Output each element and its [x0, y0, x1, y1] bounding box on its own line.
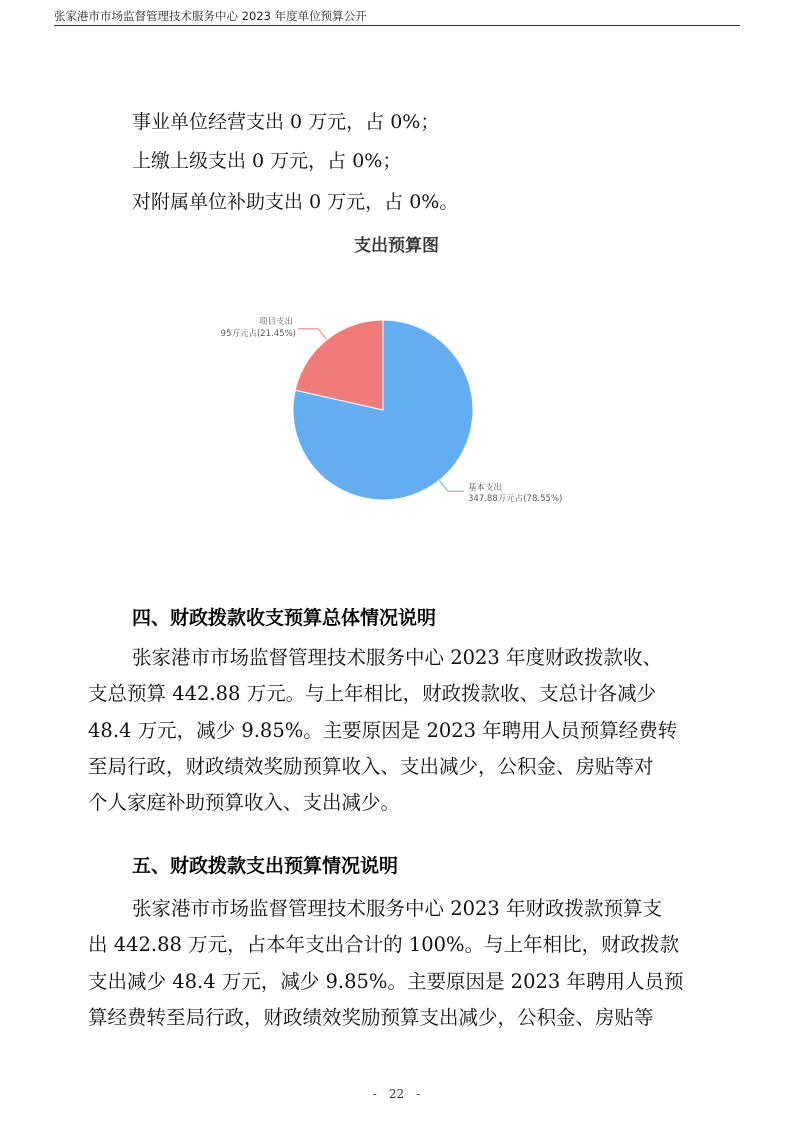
pie-chart	[180, 300, 620, 520]
page-number: - 22 -	[372, 1087, 421, 1101]
section-4-line: 至局行政，财政绩效奖励预算收入、支出减少，公积金、房贴等对	[88, 754, 654, 778]
section-5-heading: 五、财政拨款支出预算情况说明	[132, 855, 399, 877]
section-5-line: 出 442.88 万元，占本年支出合计的 100%。与上年相比，财政拨款	[88, 933, 680, 957]
section-5-line: 张家港市市场监督管理技术服务中心 2023 年财政拨款预算支	[132, 897, 663, 920]
leader-line-basic	[439, 480, 464, 491]
body-line-operating-expense: 事业单位经营支出 0 万元，占 0%；	[132, 111, 440, 133]
chart-title: 支出预算图	[354, 236, 439, 256]
section-4-paragraph	[88, 640, 710, 821]
section-4-line: 张家港市市场监督管理技术服务中心 2023 年度财政拨款收、	[132, 646, 663, 669]
section-5-line: 支出减少 48.4 万元，减少 9.85%。主要原因是 2023 年聘用人员预	[88, 969, 684, 993]
section-4-line: 个人家庭补助预算收入、支出减少。	[88, 791, 401, 815]
section-5-line: 算经费转至局行政，财政绩效奖励预算支出减少，公积金、房贴等	[88, 1005, 654, 1029]
pie-label-basic-name: 基本支出	[468, 483, 503, 493]
page-header: 张家港市市场监督管理技术服务中心 2023 年度单位预算公开	[54, 9, 367, 23]
pie-label-basic-value: 347.88万元占(78.55%)	[468, 494, 563, 504]
section-5-paragraph	[88, 891, 710, 1036]
section-4-heading: 四、财政拨款收支预算总体情况说明	[132, 607, 437, 629]
body-line-remit-superior: 上缴上级支出 0 万元，占 0%；	[132, 150, 402, 172]
leader-line-project	[298, 329, 327, 340]
page-number-value: 22	[388, 1087, 405, 1101]
pie-label-project-value: 95万元占(21.45%)	[220, 329, 296, 339]
pie-label-project-name: 项目支出	[258, 317, 293, 327]
section-4-line: 支总预算 442.88 万元。与上年相比，财政拨款收、支总计各减少	[88, 682, 657, 706]
section-4-line: 48.4 万元，减少 9.85%。主要原因是 2023 年聘用人员预算经费转	[88, 718, 678, 742]
body-line-subsidiary-subsidy: 对附属单位补助支出 0 万元，占 0%。	[132, 191, 459, 213]
header-divider	[54, 25, 740, 26]
